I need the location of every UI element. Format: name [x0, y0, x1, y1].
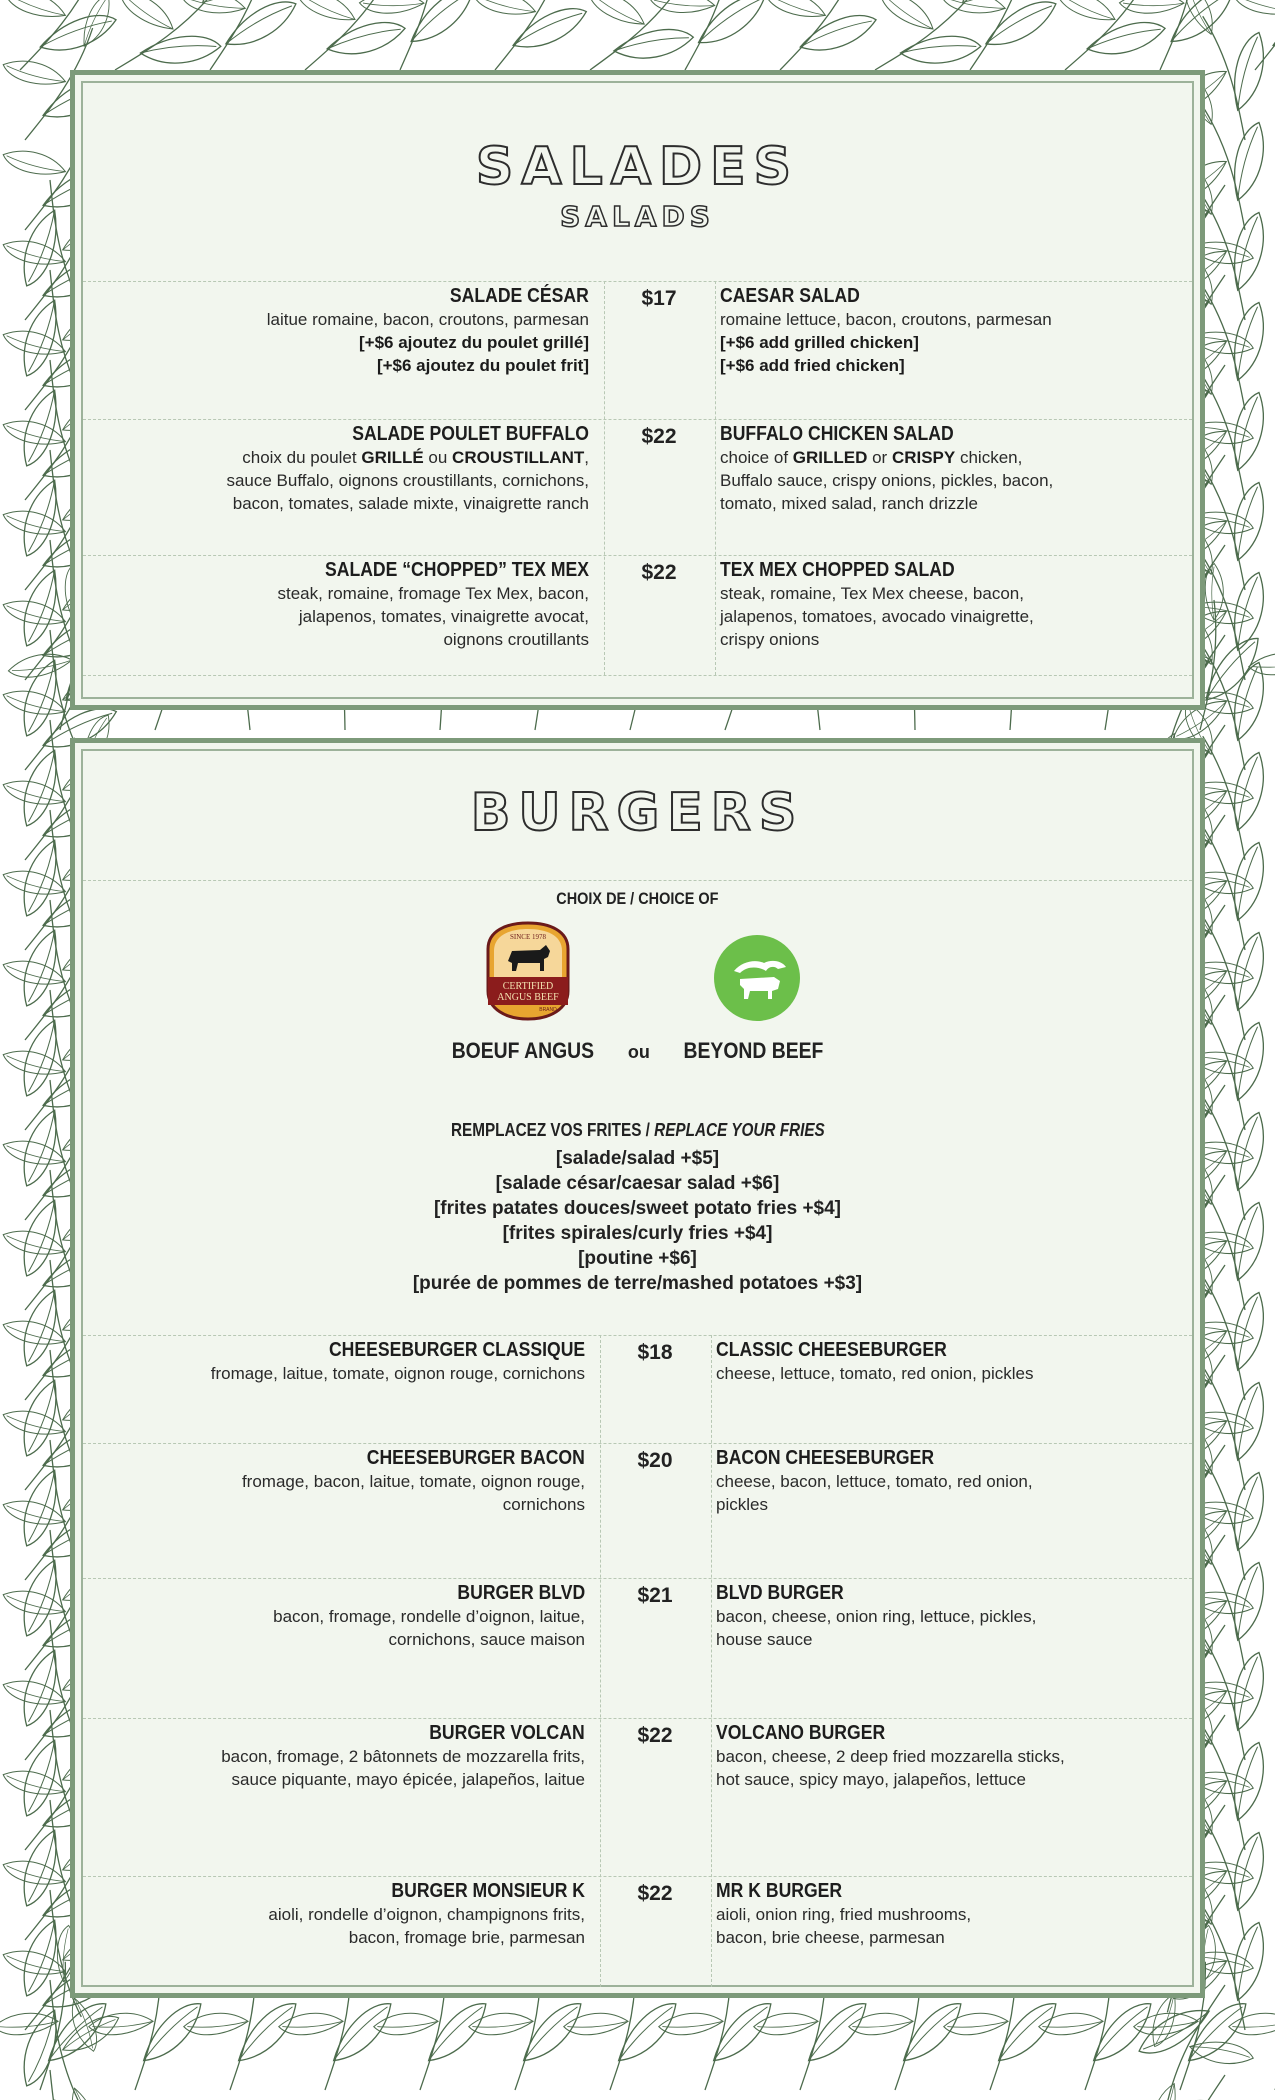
item-name-fr: CHEESEBURGER CLASSIQUE — [328, 1339, 585, 1361]
fries-option: [salade césar/caesar salad +$6] — [495, 1173, 780, 1194]
item-price: $22 — [637, 1724, 673, 1747]
item-desc-en: Buffalo sauce, crispy onions, pickles, bacon, — [720, 471, 1054, 490]
item-desc-fr: fromage, laitue, tomate, oignon rouge, cornichons — [210, 1364, 585, 1383]
item-english — [716, 1722, 1166, 1791]
item-name-fr: BURGER MONSIEUR K — [391, 1880, 585, 1902]
item-name-en: BACON CHEESEBURGER — [716, 1447, 935, 1469]
item-name-en: MR K BURGER — [716, 1880, 843, 1902]
beef-option-angus: BOEUF ANGUS — [451, 1038, 595, 1063]
angus-logo-line1: CERTIFIED — [502, 981, 554, 992]
item-desc-en: bacon, cheese, onion ring, lettuce, pickles, — [716, 1607, 1037, 1626]
item-desc-fr: cornichons, sauce maison — [388, 1630, 585, 1649]
item-english — [720, 559, 1170, 651]
item-french — [0, 423, 589, 515]
item-desc-en: [+$6 add fried chicken] — [720, 356, 905, 375]
salads-subtitle: SALADS — [560, 200, 715, 233]
beyond-beef-logo — [712, 933, 802, 1023]
item-english — [716, 1582, 1166, 1651]
item-name-en: BLVD BURGER — [716, 1582, 844, 1604]
item-english — [716, 1447, 1166, 1516]
item-french — [0, 1447, 585, 1516]
fries-option: [salade/salad +$5] — [555, 1148, 720, 1169]
item-desc-fr: bacon, fromage, 2 bâtonnets de mozzarella frits, — [221, 1747, 585, 1766]
item-desc-en: jalapenos, tomatoes, avocado vinaigrette, — [720, 607, 1034, 626]
item-name-fr: SALADE POULET BUFFALO — [352, 423, 589, 445]
item-name-fr: BURGER BLVD — [457, 1582, 585, 1604]
angus-logo-line2: ANGUS BEEF — [497, 992, 559, 1003]
item-french — [0, 285, 589, 377]
item-name-en: TEX MEX CHOPPED SALAD — [720, 559, 955, 581]
item-french — [0, 1880, 585, 1949]
salads-title: SALADES — [475, 137, 800, 197]
salads-panel — [70, 70, 1205, 710]
fries-option: [poutine +$6] — [578, 1248, 697, 1269]
item-price: $22 — [637, 1882, 673, 1905]
item-name-en: CLASSIC CHEESEBURGER — [716, 1339, 947, 1361]
certified-angus-beef-logo — [480, 921, 576, 1021]
burgers-panel — [70, 738, 1205, 1998]
item-desc-en: cheese, bacon, lettuce, tomato, red onion, — [716, 1472, 1033, 1491]
item-desc-en: [+$6 add grilled chicken] — [720, 333, 919, 352]
item-desc-fr: sauce piquante, mayo épicée, jalapeños, laitue — [231, 1770, 585, 1789]
item-desc-fr: bacon, fromage, rondelle d’oignon, laitue, — [273, 1607, 585, 1626]
item-price: $21 — [637, 1584, 673, 1607]
angus-logo-since: SINCE 1978 — [510, 933, 546, 941]
item-desc-fr: oignons croutillants — [443, 630, 589, 649]
item-desc-fr: fromage, bacon, laitue, tomate, oignon rouge, — [241, 1472, 585, 1491]
item-desc-fr: bacon, tomates, salade mixte, vinaigrette ranch — [232, 494, 589, 513]
item-desc-fr: steak, romaine, fromage Tex Mex, bacon, — [277, 584, 589, 603]
item-name-fr: CHEESEBURGER BACON — [366, 1447, 585, 1469]
item-desc-en: crispy onions — [720, 630, 820, 649]
item-desc-fr: bacon, fromage brie, parmesan — [348, 1928, 585, 1947]
item-desc-en: hot sauce, spicy mayo, jalapeños, lettuce — [716, 1770, 1026, 1789]
fries-heading-en: REPLACE YOUR FRIES — [653, 1120, 825, 1140]
burgers-title: BURGERS — [470, 783, 805, 843]
item-price: $17 — [641, 287, 677, 310]
item-price: $22 — [641, 561, 677, 584]
item-desc-en: aioli, onion ring, fried mushrooms, — [716, 1905, 972, 1924]
beef-or: ou — [627, 1042, 650, 1062]
item-desc-en: romaine lettuce, bacon, croutons, parmesan — [720, 310, 1052, 329]
angus-logo-line3: BRAND — [539, 1007, 557, 1013]
item-french — [0, 559, 589, 651]
item-desc-en: tomato, mixed salad, ranch drizzle — [720, 494, 978, 513]
item-french — [0, 1582, 585, 1651]
item-price: $22 — [641, 425, 677, 448]
item-name-en: CAESAR SALAD — [720, 285, 860, 307]
item-desc-en: bacon, brie cheese, parmesan — [716, 1928, 945, 1947]
item-desc-fr: jalapenos, tomates, vinaigrette avocat, — [298, 607, 589, 626]
item-price: $20 — [637, 1449, 673, 1472]
item-price: $18 — [637, 1341, 673, 1364]
item-desc-fr: laitue romaine, bacon, croutons, parmesan — [266, 310, 589, 329]
item-desc-en: steak, romaine, Tex Mex cheese, bacon, — [720, 584, 1024, 603]
item-desc-fr: [+$6 ajoutez du poulet grillé] — [359, 333, 589, 352]
item-desc-fr: [+$6 ajoutez du poulet frit] — [376, 356, 589, 375]
item-desc-fr: choix du poulet GRILLÉ ou CROUSTILLANT, — [242, 448, 589, 467]
item-english — [720, 285, 1170, 377]
item-desc-fr: cornichons — [502, 1495, 585, 1514]
item-english — [716, 1880, 1166, 1949]
item-name-fr: SALADE CÉSAR — [450, 285, 589, 307]
item-desc-fr: aioli, rondelle d’oignon, champignons frits, — [268, 1905, 585, 1924]
item-name-fr: BURGER VOLCAN — [429, 1722, 585, 1744]
item-name-fr: SALADE “CHOPPED” TEX MEX — [324, 559, 589, 581]
item-desc-en: house sauce — [716, 1630, 813, 1649]
item-english — [720, 423, 1170, 515]
item-name-en: BUFFALO CHICKEN SALAD — [720, 423, 954, 445]
fries-heading-fr: REMPLACEZ VOS FRITES / — [450, 1120, 654, 1140]
item-desc-en: pickles — [716, 1495, 768, 1514]
item-desc-fr: sauce Buffalo, oignons croustillants, cornichons, — [226, 471, 589, 490]
item-french — [0, 1339, 585, 1385]
beef-option-beyond: BEYOND BEEF — [683, 1038, 824, 1063]
fries-option: [frites spirales/curly fries +$4] — [502, 1223, 773, 1244]
item-desc-en: bacon, cheese, 2 deep fried mozzarella sticks, — [716, 1747, 1065, 1766]
item-desc-en: cheese, lettuce, tomato, red onion, pickles — [716, 1364, 1034, 1383]
choice-label: CHOIX DE / CHOICE OF — [556, 889, 719, 908]
fries-option: [purée de pommes de terre/mashed potatoes +$3] — [412, 1273, 863, 1294]
item-name-en: VOLCANO BURGER — [716, 1722, 886, 1744]
item-english — [716, 1339, 1166, 1385]
fries-option: [frites patates douces/sweet potato fries +$4] — [433, 1198, 842, 1219]
item-desc-en: choice of GRILLED or CRISPY chicken, — [720, 448, 1023, 467]
item-french — [0, 1722, 585, 1791]
